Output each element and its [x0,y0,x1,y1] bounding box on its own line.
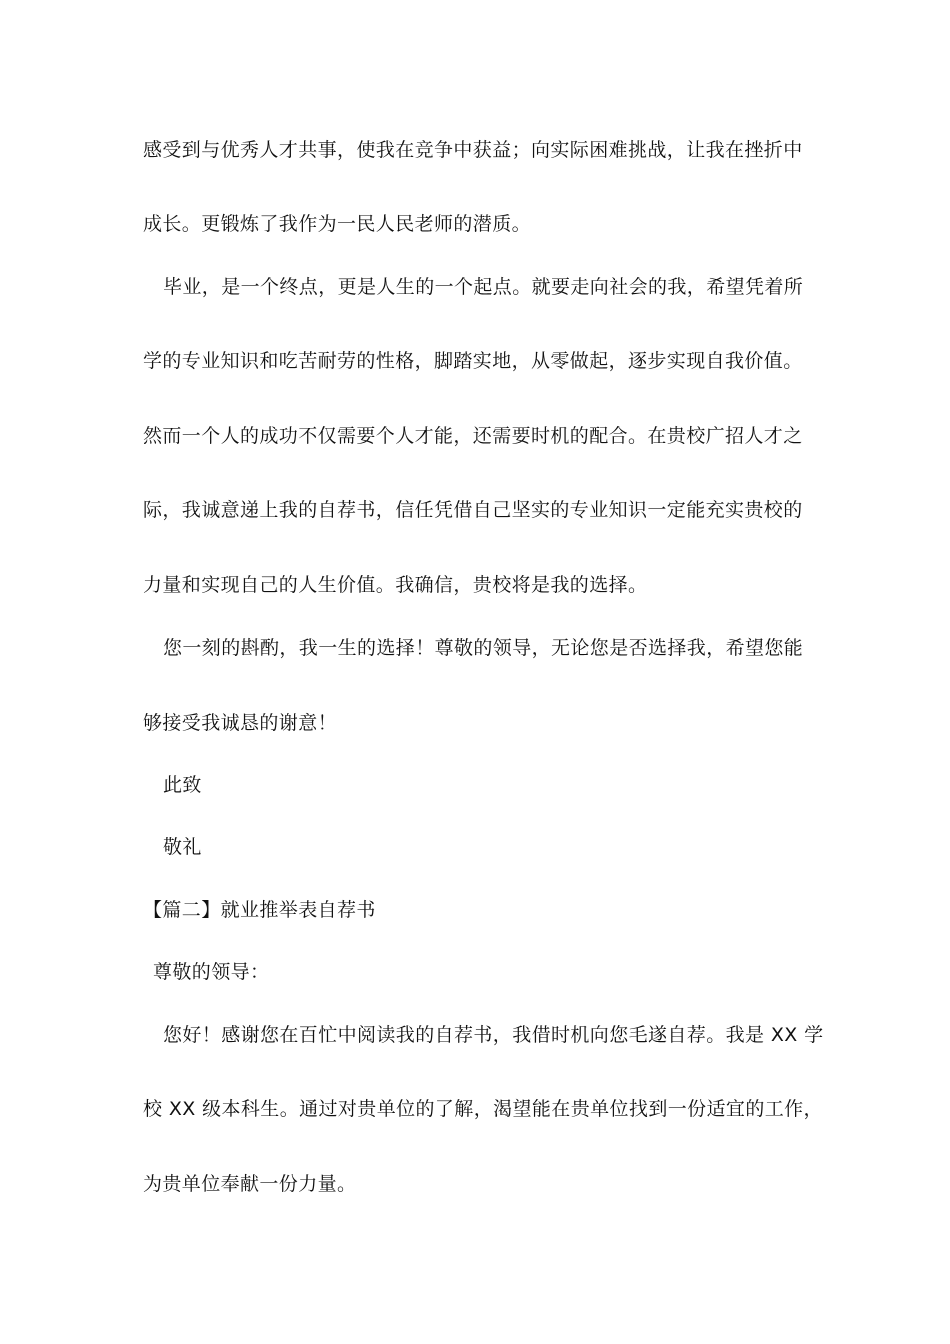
paragraph-line: 为贵单位奉献一份力量。 [143,1173,357,1195]
paragraph-line: 际，我诚意递上我的自荐书，信任凭借自己坚实的专业知识一定能充实贵校的 [143,499,803,521]
closing-regards: 敬礼 [163,836,202,858]
paragraph-line: 毕业，是一个终点，更是人生的一个起点。就要走向社会的我，希望凭着所 [163,276,804,298]
closing-salutation: 此致 [163,774,202,796]
paragraph-line: 感受到与优秀人才共事，使我在竞争中获益；向实际困难挑战，让我在挫折中 [143,139,803,161]
paragraph-line: 学的专业知识和吃苦耐劳的性格，脚踏实地，从零做起，逐步实现自我价值。 [143,350,803,372]
paragraph-line: 校 XX 级本科生。通过对贵单位的了解，渴望能在贵单位找到一份适宜的工作， [143,1098,823,1120]
paragraph-line: 然而一个人的成功不仅需要个人才能，还需要时机的配合。在贵校广招人才之 [143,425,803,447]
paragraph-line: 力量和实现自己的人生价值。我确信，贵校将是我的选择。 [143,574,648,596]
paragraph-line: 您一刻的斟酌，我一生的选择！尊敬的领导，无论您是否选择我，希望您能 [163,637,804,659]
section-heading: 【篇二】就业推举表自荐书 [143,899,376,921]
paragraph-line: 够接受我诚恳的谢意！ [143,712,338,734]
paragraph-line: 成长。更锻炼了我作为一民人民老师的潜质。 [143,213,532,235]
paragraph-line: 您好！感谢您在百忙中阅读我的自荐书，我借时机向您毛遂自荐。我是 XX 学 [163,1024,824,1046]
greeting: 尊敬的领导： [153,961,270,983]
